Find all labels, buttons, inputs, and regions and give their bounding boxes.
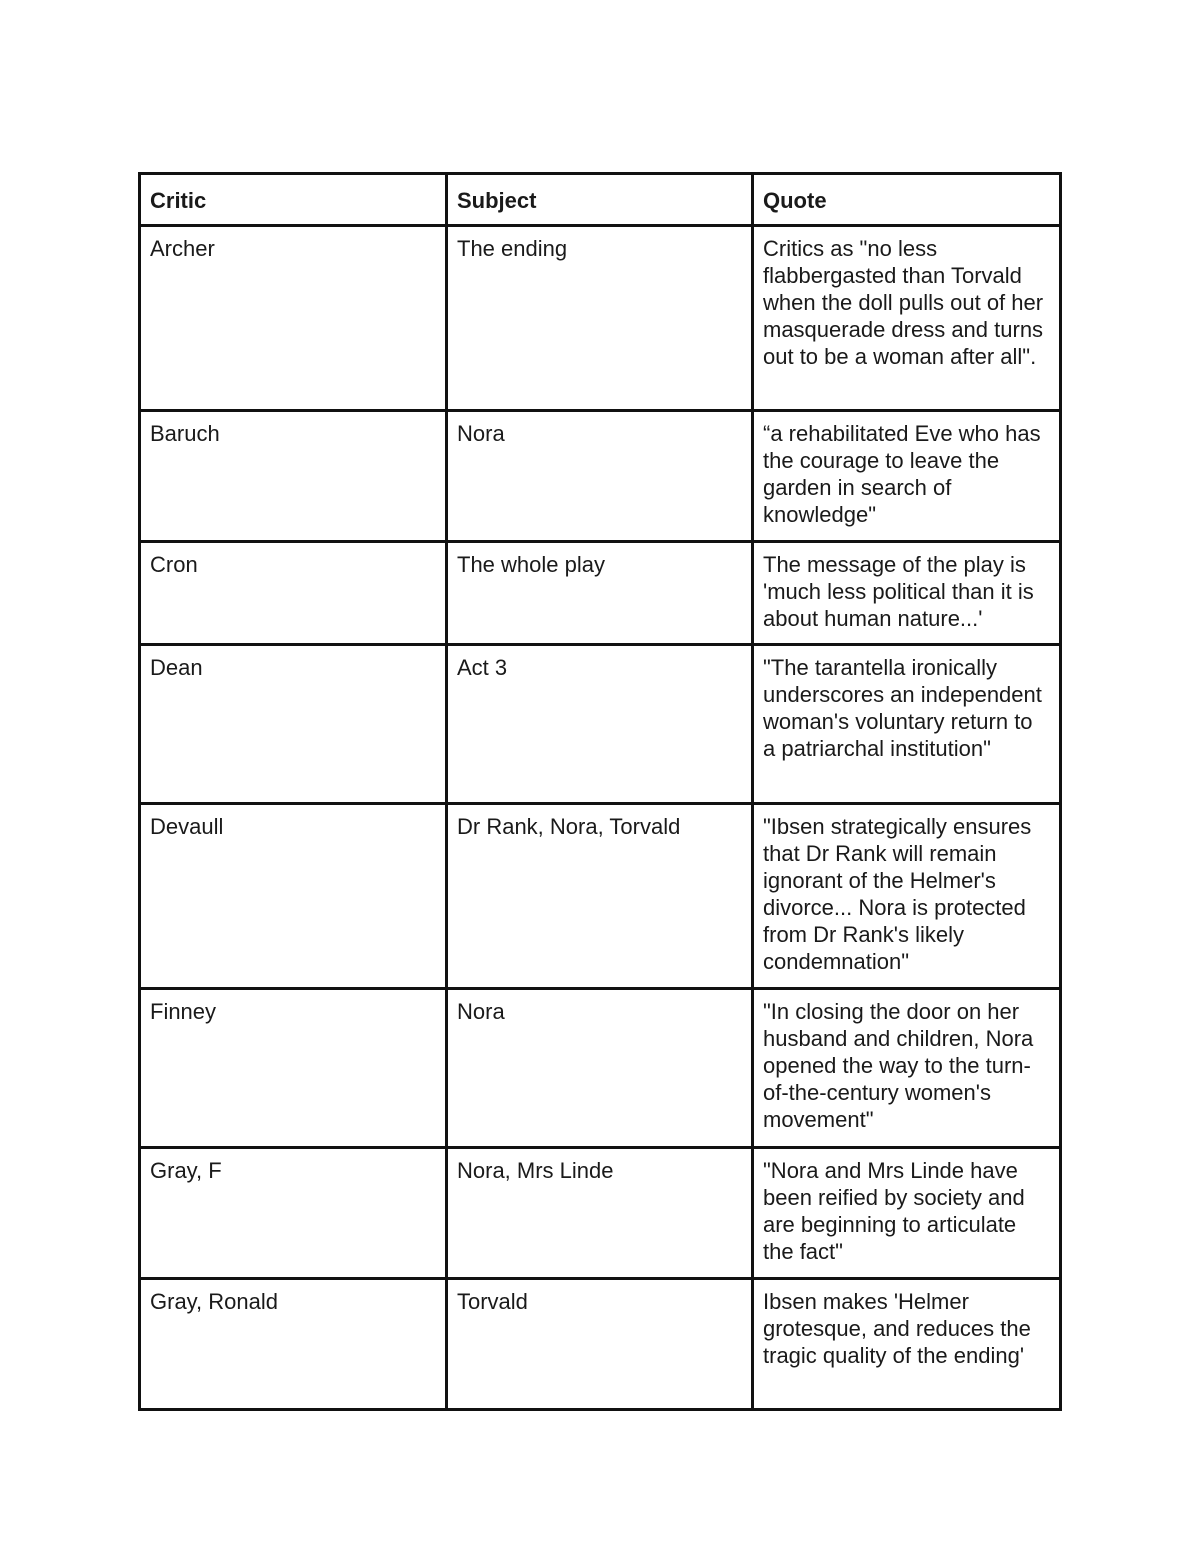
cell-quote: "The tarantella ironically underscores an independent woman's voluntary return to a patriarchal institution" xyxy=(753,645,1061,804)
cell-subject: Dr Rank, Nora, Torvald xyxy=(447,804,753,989)
cell-subject: Act 3 xyxy=(447,645,753,804)
table-row xyxy=(140,645,1061,804)
cell-subject: Nora xyxy=(447,989,753,1148)
cell-critic: Devaull xyxy=(140,804,447,989)
header-critic: Critic xyxy=(140,174,447,226)
critics-table xyxy=(138,172,1062,1411)
cell-quote: Ibsen makes 'Helmer grotesque, and reduces the tragic quality of the ending' xyxy=(753,1279,1061,1410)
cell-critic: Archer xyxy=(140,226,447,411)
table-row xyxy=(140,1148,1061,1279)
table-header-row xyxy=(140,174,1061,226)
cell-quote: The message of the play is 'much less political than it is about human nature...' xyxy=(753,542,1061,645)
cell-quote: “a rehabilitated Eve who has the courage to leave the garden in search of knowledge" xyxy=(753,411,1061,542)
cell-subject: Torvald xyxy=(447,1279,753,1410)
cell-critic: Baruch xyxy=(140,411,447,542)
cell-subject: The ending xyxy=(447,226,753,411)
table-row xyxy=(140,1279,1061,1410)
header-subject: Subject xyxy=(447,174,753,226)
table-row xyxy=(140,542,1061,645)
table-row xyxy=(140,411,1061,542)
cell-critic: Gray, F xyxy=(140,1148,447,1279)
table-row xyxy=(140,226,1061,411)
cell-quote: "Ibsen strategically ensures that Dr Rank will remain ignorant of the Helmer's divorce... Nora is protected from Dr Rank's likely condemnation" xyxy=(753,804,1061,989)
cell-critic: Gray, Ronald xyxy=(140,1279,447,1410)
table-row xyxy=(140,804,1061,989)
table-row xyxy=(140,989,1061,1148)
cell-quote: "Nora and Mrs Linde have been reified by society and are beginning to articulate the fact" xyxy=(753,1148,1061,1279)
cell-critic: Dean xyxy=(140,645,447,804)
cell-subject: Nora xyxy=(447,411,753,542)
cell-subject: The whole play xyxy=(447,542,753,645)
cell-critic: Finney xyxy=(140,989,447,1148)
cell-critic: Cron xyxy=(140,542,447,645)
cell-quote: "In closing the door on her husband and children, Nora opened the way to the turn-of-the-century women's movement" xyxy=(753,989,1061,1148)
header-quote: Quote xyxy=(753,174,1061,226)
cell-subject: Nora, Mrs Linde xyxy=(447,1148,753,1279)
cell-quote: Critics as "no less flabbergasted than Torvald when the doll pulls out of her masquerade dress and turns out to be a woman after all". xyxy=(753,226,1061,411)
